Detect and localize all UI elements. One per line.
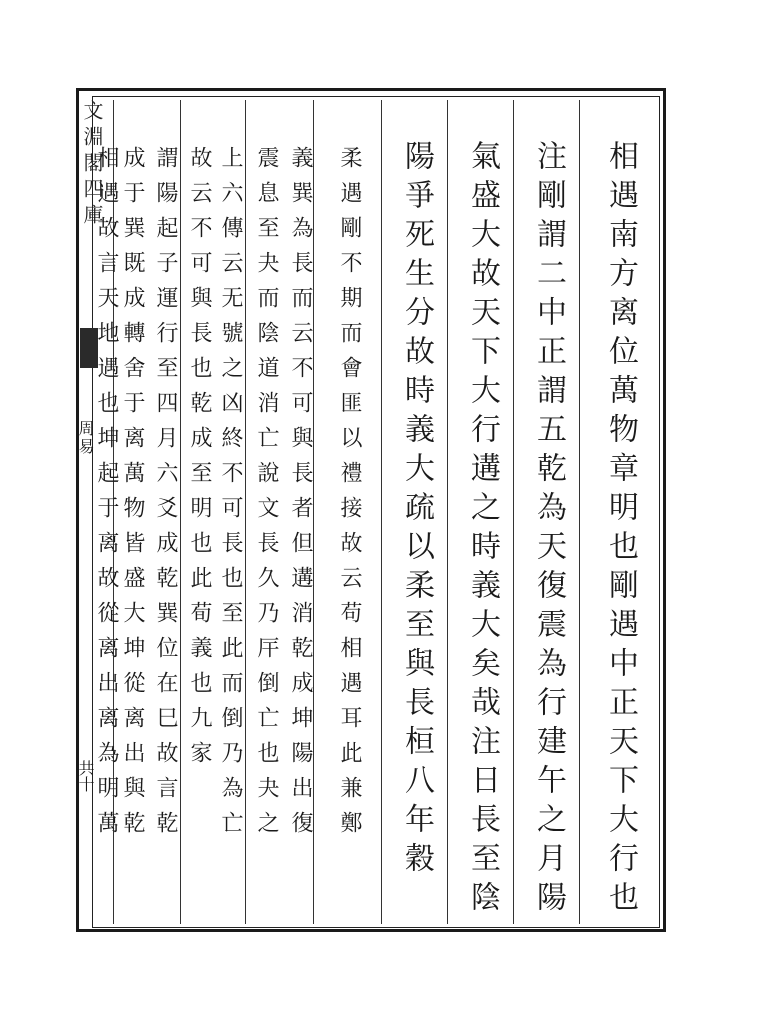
text-column-12 — [94, 100, 119, 920]
text-column-1 — [583, 100, 657, 920]
text-column-4 — [385, 100, 447, 920]
column-text: 義巽為長而云不可與長者但遘消乾成坤陽出復 — [288, 146, 313, 846]
edge-page-number: 共十 — [76, 760, 95, 792]
column-text: 注剛謂二中正謂五乾為天復震為行建午之月陽 — [531, 140, 566, 920]
text-column-11 — [117, 100, 147, 920]
column-text: 相遇南方离位萬物章明也剛遇中正天下大行也 — [603, 140, 638, 920]
text-column-6 — [283, 100, 317, 920]
column-rule — [513, 100, 514, 924]
edge-book-title: 周易 — [76, 420, 95, 456]
column-rule — [579, 100, 580, 924]
column-text: 陽爭死生分故時義大疏以柔至與長桓八年穀 — [399, 140, 434, 881]
column-rule — [381, 100, 382, 924]
text-column-2 — [517, 100, 579, 920]
text-column-5 — [317, 100, 381, 920]
edge-running-text: 文淵閣四庫 — [80, 100, 104, 230]
column-text: 震息至夬而陰道消亡說文長久乃厈倒亡也夬之 — [254, 146, 279, 846]
column-text: 柔遇剛不期而會匪以禮接故云苟相遇耳此兼鄭 — [337, 146, 362, 846]
text-column-7 — [249, 100, 283, 920]
text-column-9 — [184, 100, 214, 920]
column-text: 相遇故言天地遇也坤起于离故從离出离為明萬 — [94, 146, 119, 846]
text-column-3 — [451, 100, 513, 920]
column-text: 氣盛大故天下大行遘之時義大矣哉注日長至陰 — [465, 140, 500, 920]
column-text: 上六傳云无號之凶終不可長也至此而倒乃為亡 — [218, 146, 243, 846]
text-column-10 — [150, 100, 180, 920]
column-text: 故云不可與長也乾成至明也此荀義也九家 — [187, 146, 212, 776]
column-text: 謂陽起子運行至四月六爻成乾巽位在巳故言乾 — [153, 146, 178, 846]
column-rule — [245, 100, 246, 924]
column-rule — [447, 100, 448, 924]
column-text: 成于巽既成轉舍于离萬物皆盛大坤從离出與乾 — [120, 146, 145, 846]
column-rule — [180, 100, 181, 924]
text-column-8 — [215, 100, 245, 920]
